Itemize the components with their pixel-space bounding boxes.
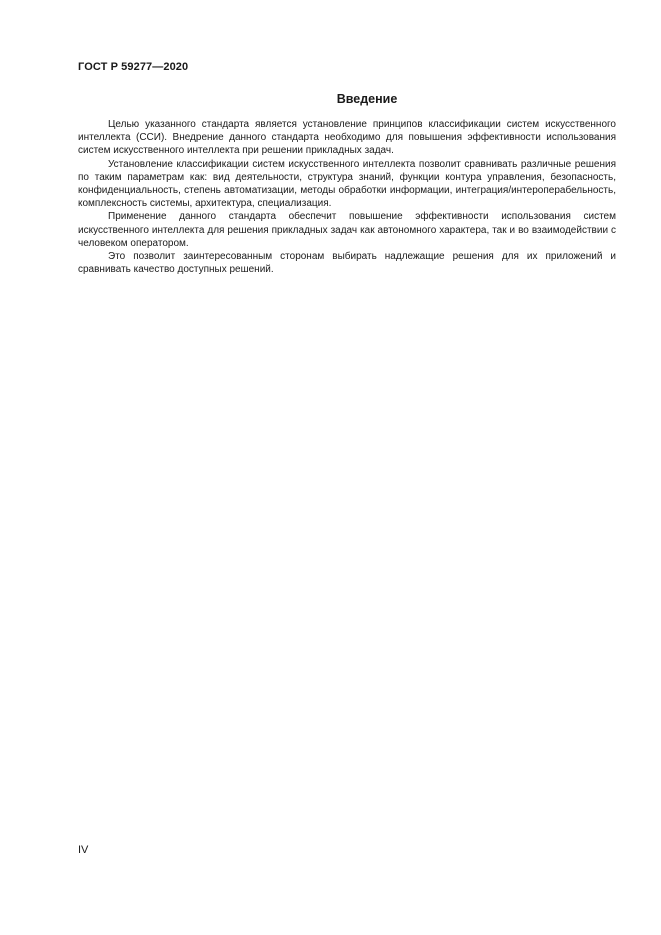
paragraph-classification: Установление классификации систем искусственного интеллекта позволит сравнивать различные решения по таким параметрам как: вид деятельности, структура знаний, функции контура управления, безопасность, конфиденциальность, степень автоматизации, методы обработки информации, интеграция/интероперабельность, комплексность системы, архитектура, специализация. <box>78 158 616 210</box>
paragraph-application: Применение данного стандарта обеспечит повышение эффективности использования систем искусственного интеллекта для решения прикладных задач как автономного характера, так и во взаимодействии с человеком оператором. <box>78 211 616 249</box>
section-title: Введение <box>336 92 398 106</box>
section-body <box>78 118 616 276</box>
document-standard-code: ГОСТ Р 59277—2020 <box>78 61 189 73</box>
paragraph-stakeholders: Это позволит заинтересованным сторонам выбирать надлежащие решения для их приложений и сравнивать качество доступных решений. <box>78 251 616 276</box>
paragraph-purpose: Целью указанного стандарта является установление принципов классификации систем искусственного интеллекта (ССИ). Внедрение данного стандарта необходимо для повышения эффективности использования систем искусственного интеллекта при решении прикладных задач. <box>78 119 616 157</box>
page-number: IV <box>78 844 89 856</box>
